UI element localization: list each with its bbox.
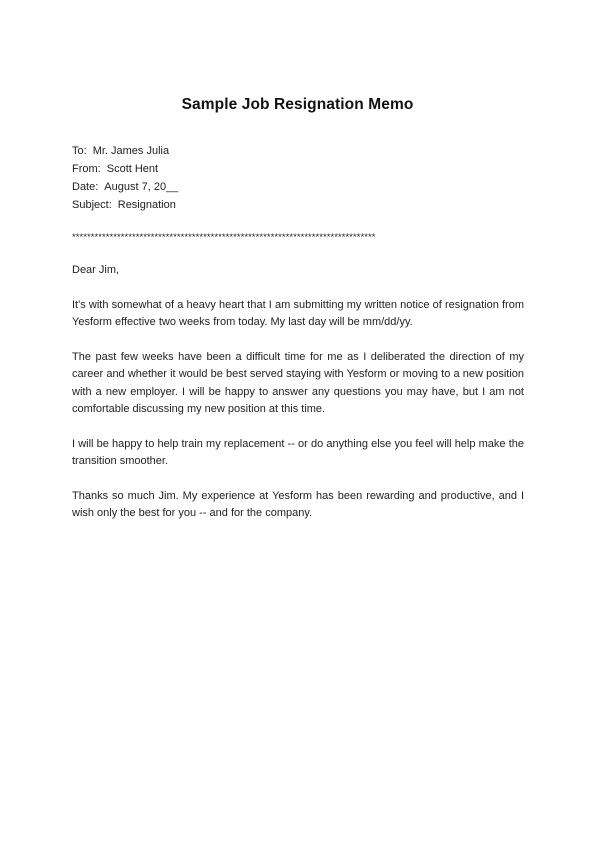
paragraph-notice: It's with somewhat of a heavy heart that I am submitting my written notice of resignation from Yesform effective two weeks from today. My last day will be mm/dd/yy. <box>72 298 524 328</box>
asterisk-separator: ********************************************************************************* <box>72 232 376 243</box>
from-label: From: <box>72 163 101 175</box>
to-value: Mr. James Julia <box>92 145 170 157</box>
memo-body <box>72 262 524 540</box>
date-line <box>72 178 532 196</box>
paragraph-transition: I will be happy to help train my replacement -- or do anything else you feel will help make the transition smoother. <box>72 437 524 467</box>
paragraph-reason: The past few weeks have been a difficult time for me as I deliberated the direction of my career and whether it would be best served staying with Yesform or moving to a new position with a new employer. I will be happy to answer any questions you may have, but I am not comfortable discussing my new position at this time. <box>72 350 524 415</box>
memo-title: Sample Job Resignation Memo <box>181 96 414 113</box>
from-line <box>72 160 532 178</box>
subject-value: Resignation <box>117 199 176 211</box>
to-label: To: <box>72 145 87 157</box>
subject-line <box>72 196 532 214</box>
paragraph-closing: Thanks so much Jim. My experience at Yesform has been rewarding and productive, and I wish only the best for you -- and for the company. <box>72 489 524 519</box>
date-value: August 7, 20__ <box>104 181 179 193</box>
salutation: Dear Jim, <box>72 264 120 276</box>
from-value: Scott Hent <box>106 163 159 175</box>
date-label: Date: <box>72 181 99 193</box>
memo-header <box>72 142 532 214</box>
to-line <box>72 142 532 160</box>
subject-label: Subject: <box>72 199 112 211</box>
